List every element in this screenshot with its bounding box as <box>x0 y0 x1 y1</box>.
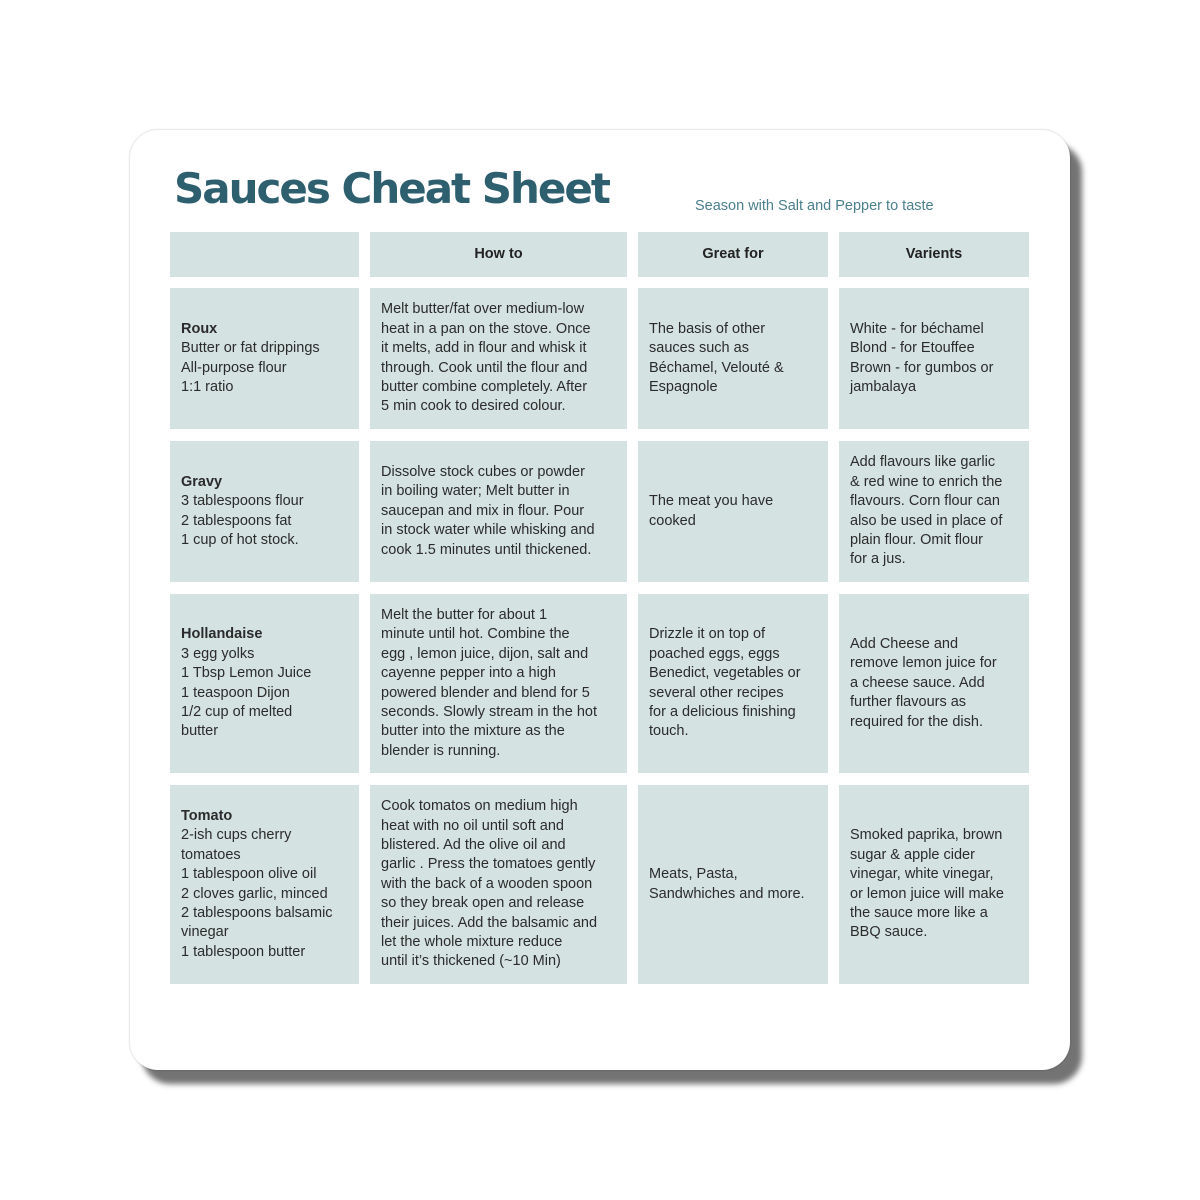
great-for-cell <box>638 288 828 429</box>
variants-cell <box>839 594 1029 773</box>
sauce-name: Gravy <box>181 473 223 490</box>
sauce-cell-tomato <box>170 785 359 984</box>
how-to-text: Melt the butter for about 1 minute until hot. Combine the egg , lemon juice, dijon, salt and cayenne pepper into a high powered blender and blend for 5 seconds. Slowly stream in the hot butter into the mixture as the blender is running. <box>381 606 597 759</box>
sauce-cell-gravy <box>170 441 359 582</box>
variants-text: Add Cheese and remove lemon juice for a cheese sauce. Add further flavours as required for the dish. <box>850 635 997 730</box>
variants-text: White - for béchamel Blond - for Etouffee Brown - for gumbos or jambalaya <box>850 320 994 395</box>
ingredients-text: 3 tablespoons flour 2 tablespoons fat 1 cup of hot stock. <box>181 493 304 548</box>
ingredients-block <box>181 320 320 398</box>
header-label: Great for <box>702 245 764 262</box>
great-for-cell <box>638 594 828 773</box>
variants-text: Smoked paprika, brown sugar & apple cider vinegar, white vinegar, or lemon juice will make the sauce more like a BBQ sauce. <box>850 827 1004 941</box>
ingredients-text: Butter or fat drippings All-purpose flour 1:1 ratio <box>181 340 320 395</box>
variants-text: Add flavours like garlic & red wine to enrich the flavours. Corn flour can also be used in place of plain flour. Omit flour for a jus. <box>850 454 1003 568</box>
ingredients-block <box>181 625 311 741</box>
ingredients-text: 3 egg yolks 1 Tbsp Lemon Juice 1 teaspoon Dijon 1/2 cup of melted butter <box>181 645 312 740</box>
page-title: Sauces Cheat Sheet <box>174 164 609 213</box>
sauce-cell-roux <box>170 288 359 429</box>
how-to-text: Melt butter/fat over medium-low heat in a pan on the stove. Once it melts, add in flour and whisk it through. Cook until the flour and butter combine completely. After 5 min cook to desired colour. <box>381 301 591 415</box>
sauce-name: Tomato <box>181 807 233 824</box>
great-for-text: The meat you have cooked <box>649 493 774 529</box>
how-to-text: Cook tomatos on medium high heat with no oil until soft and blistered. Ad the olive oil and garlic . Press the tomatoes gently with the back of a wooden spoon so they break open and release their juices. Add the balsamic and let the whole mixture reduce until it’s thickened (~10 Min) <box>381 798 598 970</box>
great-for-text: Drizzle it on top of poached eggs, eggs Benedict, vegetables or several other recipes for a delicious finishing touch. <box>649 626 801 740</box>
how-to-cell <box>370 441 627 582</box>
sauce-name: Roux <box>181 320 218 337</box>
subtitle: Season with Salt and Pepper to taste <box>695 198 934 214</box>
cheat-sheet-magnet <box>130 130 1070 1070</box>
variants-cell <box>839 441 1029 582</box>
ingredients-block <box>181 473 304 551</box>
header-cell-how-to <box>370 232 627 277</box>
great-for-text: The basis of other sauces such as Béchamel, Velouté & Espagnole <box>649 320 784 395</box>
sauce-name: Hollandaise <box>181 626 263 643</box>
how-to-cell <box>370 594 627 773</box>
sauce-cell-hollandaise <box>170 594 359 773</box>
great-for-text: Meats, Pasta, Sandwhiches and more. <box>649 866 805 902</box>
header-cell-great-for <box>638 232 828 277</box>
ingredients-text: 2-ish cups cherry tomatoes 1 tablespoon olive oil 2 cloves garlic, minced 2 tablespoons balsamic vinegar 1 tablespoon butter <box>181 827 333 960</box>
variants-cell <box>839 785 1029 984</box>
ingredients-block <box>181 807 333 962</box>
how-to-cell <box>370 785 627 984</box>
header-cell-empty <box>170 232 359 277</box>
variants-cell <box>839 288 1029 429</box>
great-for-cell <box>638 441 828 582</box>
header-label: How to <box>474 245 523 262</box>
great-for-cell <box>638 785 828 984</box>
header-cell-variants <box>839 232 1029 277</box>
how-to-cell <box>370 288 627 429</box>
how-to-text: Dissolve stock cubes or powder in boiling water; Melt butter in saucepan and mix in flour. Pour in stock water while whisking and cook 1.5 minutes until thickened. <box>381 463 595 558</box>
header-label: Varients <box>905 245 963 262</box>
